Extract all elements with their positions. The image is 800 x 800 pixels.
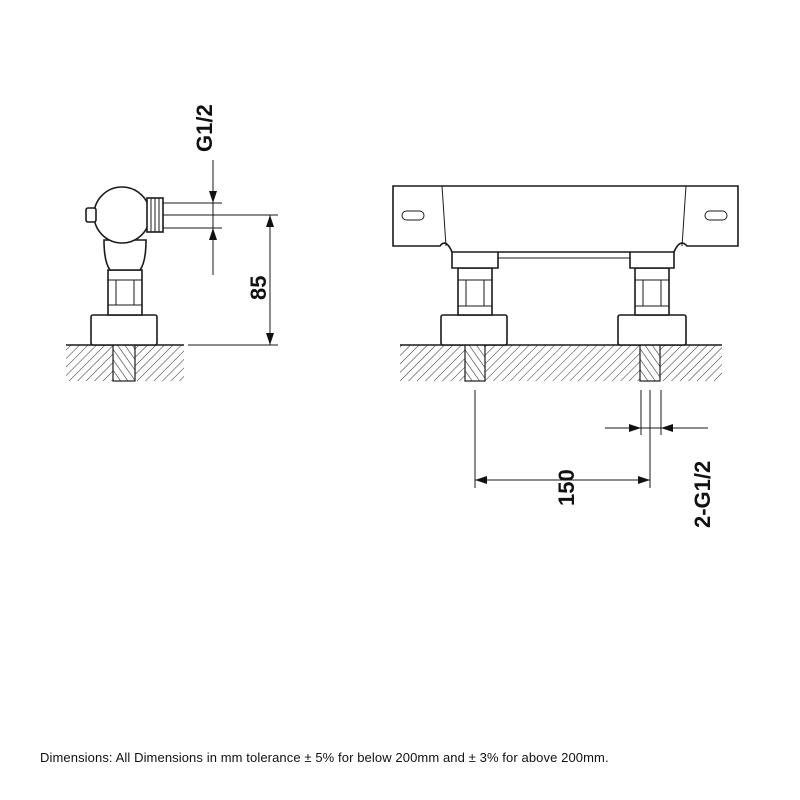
left-flange <box>441 315 507 345</box>
front-view <box>393 186 738 528</box>
right-flange <box>618 315 686 345</box>
side-knob-stub <box>86 208 96 222</box>
front-wall-hatch <box>400 345 722 381</box>
side-neck <box>104 240 146 270</box>
side-valve-body <box>94 187 150 243</box>
centers-dim: 150 <box>554 469 579 506</box>
right-eccentric <box>635 268 669 315</box>
dimensions-caption: Dimensions: All Dimensions in mm tolerance ± 5% for below 200mm and ± 3% for above 200mm. <box>40 750 609 765</box>
inlet-thread-dim: 2-G1/2 <box>690 460 715 528</box>
side-height-dim: 85 <box>246 275 271 300</box>
left-wall-thread <box>465 345 485 381</box>
side-eccentric <box>108 270 142 315</box>
valve-bar <box>393 186 738 252</box>
side-thread-dim: G1/2 <box>192 104 217 152</box>
side-flange <box>91 315 157 345</box>
left-eccentric <box>458 268 492 315</box>
right-wall-thread <box>640 345 660 381</box>
side-view <box>66 104 278 381</box>
